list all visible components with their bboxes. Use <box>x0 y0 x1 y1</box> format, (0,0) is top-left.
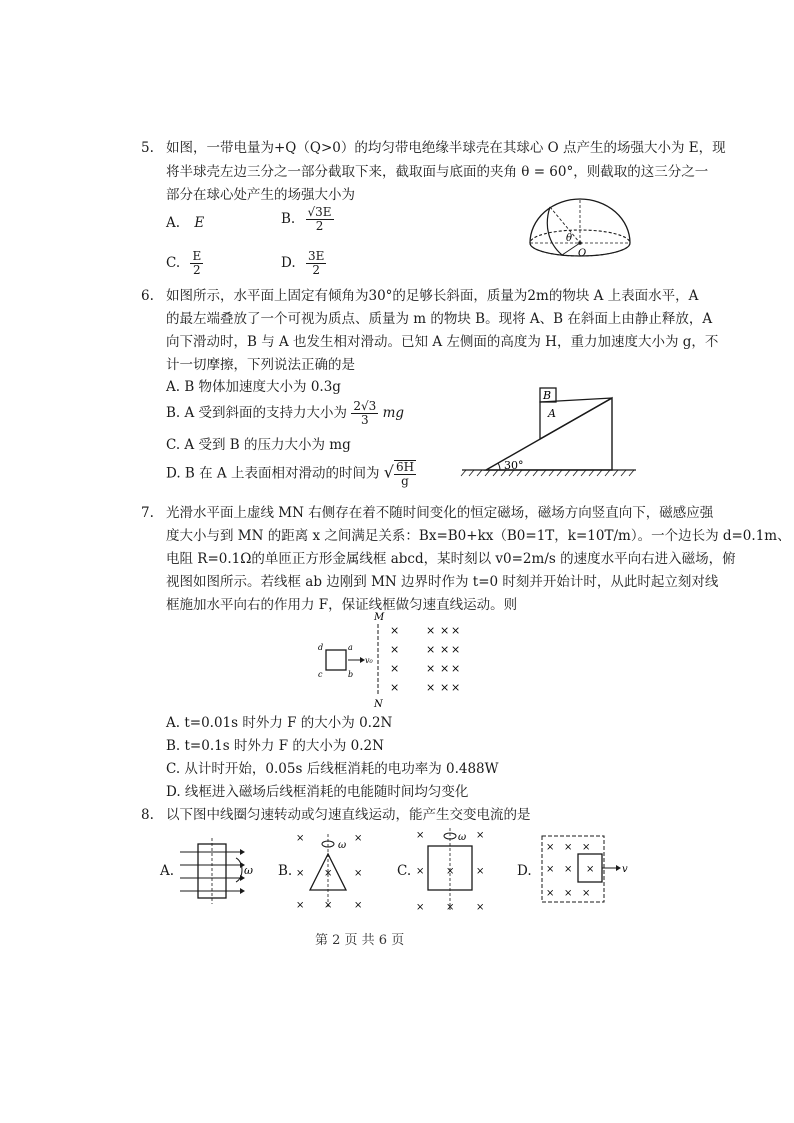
field-cross: × <box>476 830 485 841</box>
q7-figure-n-label: N <box>374 699 383 710</box>
q5-option-c-fraction <box>190 250 203 277</box>
q7-number: 7. <box>141 505 154 521</box>
field-cross: × <box>446 866 455 877</box>
q5-option-c <box>166 250 203 277</box>
q5-option-c-denominator: 2 <box>193 263 201 277</box>
q7-figure-velocity-label: v₀ <box>365 656 373 665</box>
q7-line-1: 光滑水平面上虚线 MN 右侧存在着不随时间变化的恒定磁场，磁场方向竖直向下，磁感应强 <box>166 505 714 521</box>
q7-line-3: 电阻 R=0.1Ω的单匝正方形金属线框 abcd，某时刻以 v0=2m/s 的速度水平向右进入磁场，俯 <box>166 551 736 567</box>
q7-line-2: 度大小与到 MN 的距离 x 之间满足关系：Bx=B0+kx（B0=1T，k=10T/m）。一个边长为 d=0.1m、 <box>166 528 791 544</box>
field-cross: × <box>354 868 363 879</box>
field-cross: × <box>564 864 573 875</box>
q8-figure-c-omega: ω <box>458 832 467 843</box>
field-cross: × <box>426 643 436 656</box>
field-cross: × <box>324 868 333 879</box>
q7-magnetic-field-figure <box>310 610 480 708</box>
field-cross: × <box>582 888 591 899</box>
q6-option-a: A. B 物体加速度大小为 0.3g <box>166 379 341 395</box>
q5-option-d-denominator: 2 <box>312 263 320 277</box>
q7-option-c: C. 从计时开始，0.05s 后线框消耗的电功率为 0.488W <box>166 761 499 777</box>
q6-line-4: 计一切摩擦，下列说法正确的是 <box>166 357 355 373</box>
q6-option-d-denominator: g <box>401 474 409 488</box>
q8-figure-b-omega: ω <box>338 840 347 851</box>
field-cross: × <box>546 864 555 875</box>
q5-option-d-fraction <box>306 250 326 277</box>
q7-figure-c-label: c <box>318 670 323 679</box>
q5-line-3: 部分在球心处产生的场强大小为 <box>166 187 355 203</box>
field-cross: × <box>324 900 333 911</box>
q5-option-b <box>281 206 334 233</box>
field-cross: × <box>451 662 461 675</box>
field-cross: × <box>546 888 555 899</box>
field-cross: × <box>354 900 363 911</box>
field-cross: × <box>296 900 305 911</box>
field-cross: × <box>416 830 425 841</box>
field-cross: × <box>416 866 425 877</box>
q8-figure-a-omega: ω <box>244 864 253 877</box>
q5-option-c-numerator: E <box>192 249 202 263</box>
q6-option-b-text: B. A 受到斜面的支持力大小为 <box>166 405 348 421</box>
field-cross: × <box>546 842 555 853</box>
q5-option-a-label: A. <box>166 215 181 231</box>
q7-line-4: 视图如图所示。若线框 ab 边刚到 MN 边界时作为 t=0 时刻并开始计时，从此时起立刻对线 <box>166 574 719 590</box>
q6-number: 6. <box>141 288 154 304</box>
q8-figure-c <box>412 826 496 912</box>
q8-option-a-label: A. <box>160 863 175 879</box>
field-cross: × <box>476 902 485 913</box>
field-cross: × <box>390 681 400 694</box>
q5-line-2: 将半球壳左边三分之一部分截取下来，截取面与底面的夹角 θ = 60°，则截取的这三分之一 <box>166 164 709 180</box>
q6-line-2: 的最左端叠放了一个可视为质点、质量为 m 的物块 B。现将 A、B 在斜面上由静止释放，A <box>166 311 713 327</box>
q5-option-d-numerator: 3E <box>307 249 325 263</box>
q5-figure-theta-label: θ <box>566 233 573 244</box>
q6-option-b-denominator: 3 <box>360 413 369 427</box>
field-cross: × <box>476 866 485 877</box>
q8-option-c-label: C. <box>397 863 412 879</box>
q7-option-b: B. t=0.1s 时外力 F 的大小为 0.2N <box>166 738 384 754</box>
field-cross: × <box>451 643 461 656</box>
q7-option-a: A. t=0.01s 时外力 F 的大小为 0.2N <box>166 715 393 731</box>
q6-option-b-fraction <box>351 400 378 427</box>
q5-option-d <box>281 250 326 277</box>
q5-figure-o-label: O <box>578 248 587 259</box>
q5-line-1: 如图，一带电量为+Q（Q>0）的均匀带电绝缘半球壳在其球心 O 点产生的场强大小为 E，现 <box>166 140 726 156</box>
q8-number: 8. <box>141 807 154 823</box>
field-cross: × <box>582 842 591 853</box>
q6-figure-angle-label: 30° <box>504 459 524 472</box>
q8-option-b-label: B. <box>278 863 293 879</box>
q6-figure-a-label: A <box>548 407 556 420</box>
field-cross: × <box>426 662 436 675</box>
q8-figure-b <box>294 830 384 912</box>
field-cross: × <box>416 902 425 913</box>
field-cross: × <box>440 643 450 656</box>
field-cross: × <box>451 681 461 694</box>
q8-figure-d <box>534 830 630 908</box>
q6-incline-figure <box>460 380 640 478</box>
field-cross: × <box>426 624 436 637</box>
q5-option-b-fraction <box>306 206 334 233</box>
q6-option-b <box>166 400 404 427</box>
q6-line-1: 如图所示，水平面上固定有倾角为30°的足够长斜面，质量为2m的物块 A 上表面水平，A <box>166 288 699 304</box>
q6-option-b-numerator: 2√3 <box>353 399 377 413</box>
q8-option-d-label: D. <box>517 863 532 879</box>
q6-figure-b-label: B <box>543 389 552 402</box>
page-footer: 第 2 页 共 6 页 <box>315 933 405 948</box>
q5-option-a-value: E <box>194 215 205 231</box>
q5-hemisphere-figure <box>522 195 638 275</box>
field-cross: × <box>586 864 595 875</box>
field-cross: × <box>564 842 573 853</box>
q6-option-d-numerator: 6H <box>395 460 415 474</box>
q8-figure-d-velocity: v <box>622 864 628 875</box>
q5-option-b-label: B. <box>281 211 296 227</box>
q7-option-d: D. 线框进入磁场后线框消耗的电能随时间均匀变化 <box>166 784 469 800</box>
q5-option-a <box>166 215 204 231</box>
q5-option-b-denominator: 2 <box>315 219 324 233</box>
q8-line-1: 以下图中线圈匀速转动或匀速直线运动，能产生交变电流的是 <box>166 807 531 823</box>
field-cross: × <box>440 624 450 637</box>
q5-option-c-label: C. <box>166 255 181 271</box>
q5-number: 5. <box>141 140 154 156</box>
field-cross: × <box>354 833 363 844</box>
q5-option-b-numerator: √3E <box>307 205 332 219</box>
field-cross: × <box>440 662 450 675</box>
q7-figure-d-label: d <box>318 643 324 652</box>
field-cross: × <box>564 888 573 899</box>
q8-figure-a <box>176 838 258 904</box>
q7-figure-a-label: a <box>348 643 353 652</box>
q6-option-d: D. B 在 A 上表面相对滑动的时间为 √ $\frac{6H}{g}$ <box>166 460 415 488</box>
q6-option-d-text: D. B 在 A 上表面相对滑动的时间为 <box>166 465 380 482</box>
field-cross: × <box>446 902 455 913</box>
q6-option-c: C. A 受到 B 的压力大小为 mg <box>166 437 351 453</box>
field-cross: × <box>440 681 450 694</box>
field-cross: × <box>390 662 400 675</box>
field-cross: × <box>296 868 305 879</box>
field-cross: × <box>451 624 461 637</box>
q7-line-5: 框施加水平向右的作用力 F，保证线框做匀速直线运动。则 <box>166 597 518 613</box>
q6-option-b-unit: mg <box>382 405 405 421</box>
q6-line-3: 向下滑动时，B 与 A 也发生相对滑动。已知 A 左侧面的高度为 H，重力加速度大小为 g，不 <box>166 334 719 350</box>
field-cross: × <box>390 624 400 637</box>
q5-option-d-label: D. <box>281 255 296 271</box>
field-cross: × <box>390 643 400 656</box>
q7-figure-m-label: M <box>374 612 385 623</box>
field-cross: × <box>426 681 436 694</box>
q7-figure-b-label: b <box>348 670 354 679</box>
q6-option-d-fraction <box>394 460 416 488</box>
field-cross: × <box>296 833 305 844</box>
